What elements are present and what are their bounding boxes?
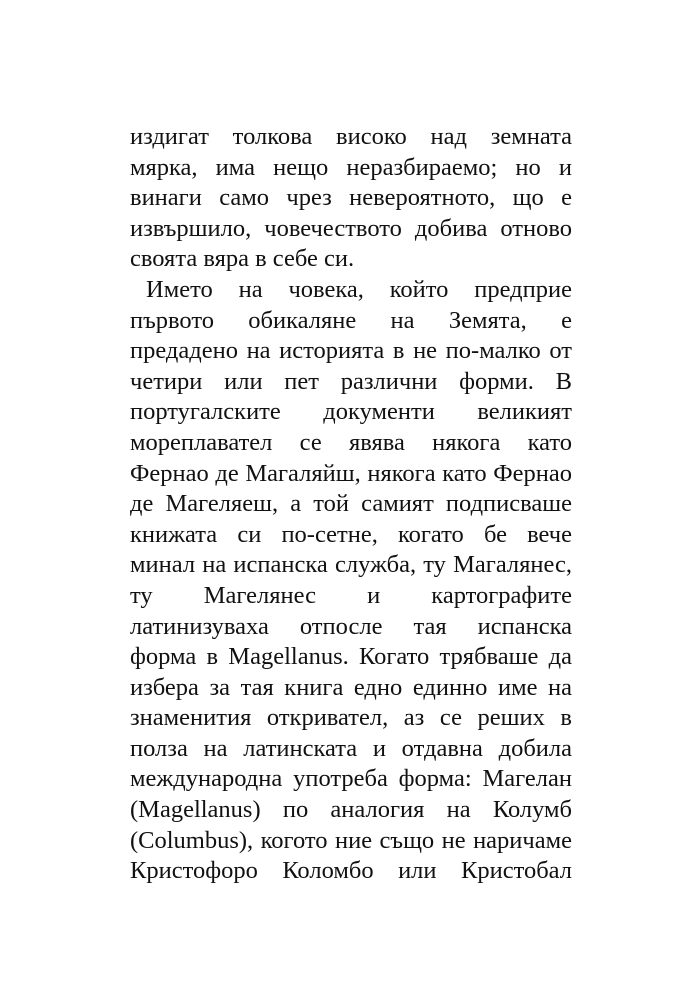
paragraph-2 [130,275,572,887]
text-line: четири или пет различни форми. В [130,367,572,395]
text-line: де Магеляеш, а той самият подписваше [130,490,572,518]
text-line: ту Магелянес и картографите [130,581,572,609]
text-line: своята вяра в себе си. [130,245,355,273]
text-line: книжата си по-сетне, когато бе вече [130,520,572,548]
text-line: извършило, човечеството добива отново [130,214,572,242]
text-line: Името на човека, който предприе [146,275,572,303]
text-line: първото обикаляне на Земята, е [130,306,572,334]
text-line: винаги само чрез невероятното, що е [130,184,572,212]
text-line: португалските документи великият [130,398,572,426]
text-line: (Magellanus) по аналогия на Колумб [130,796,572,824]
text-line: латинизуваха отпосле тая испанска [130,612,572,640]
text-line: издигат толкова високо над земната [130,123,572,150]
text-line: полза на латинската и отдавна добила [130,734,572,762]
body-text [130,122,572,887]
text-line: Кристофоро Коломбо или Кристобал [130,857,572,885]
text-line: мореплавател се явява някога като [130,428,572,456]
text-line: Фернао де Магаляйш, някога като Фернао [130,459,572,487]
text-line: избера за тая книга едно единно име на [130,673,572,701]
paragraph-1 [130,122,572,275]
text-line: (Columbus), когото ние също не наричаме [130,826,572,854]
text-line: предадено на историята в не по-малко от [130,337,572,365]
text-line: форма в Magellanus. Когато трябваше да [130,643,572,671]
text-line: мярка, има нещо неразбираемо; но и [130,153,572,181]
text-line: международна употреба форма: Магелан [130,765,572,793]
text-line: минал на испанска служба, ту Магалянес, [130,551,572,579]
text-line: знаменития откривател, аз се реших в [130,704,572,732]
